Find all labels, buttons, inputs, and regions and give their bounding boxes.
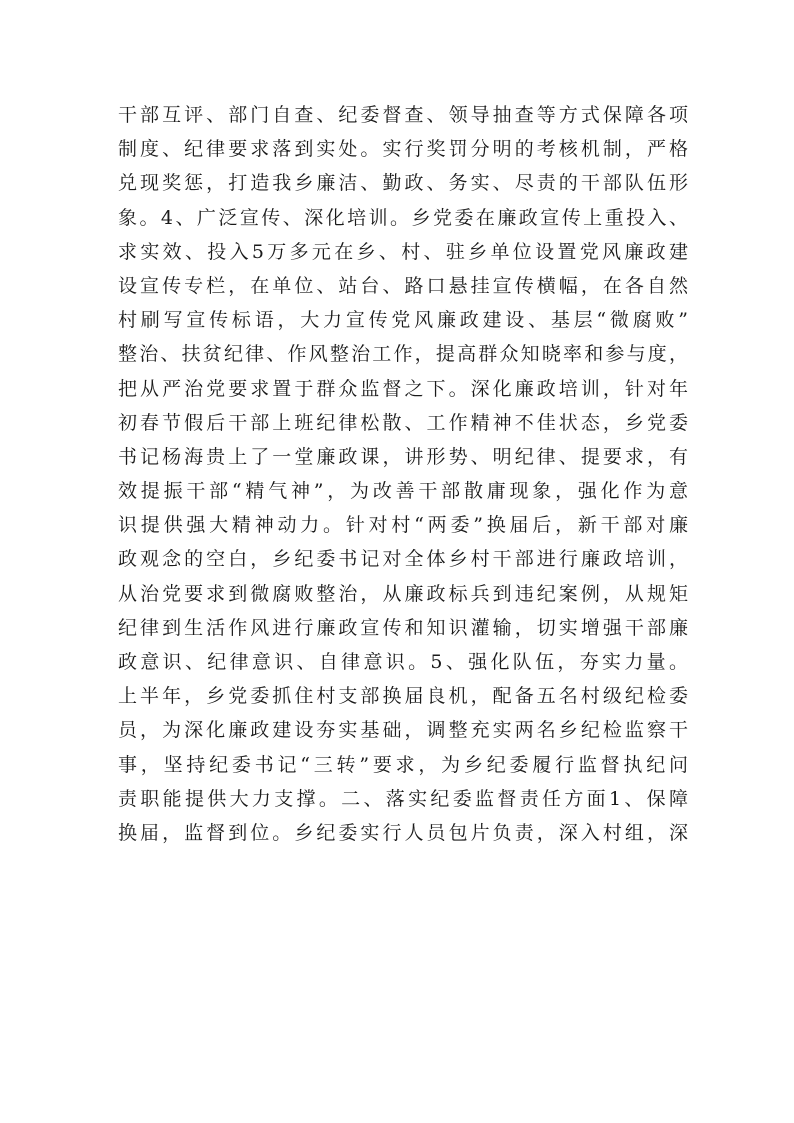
text-line: 纪律到生活作风进行廉政宣传和知识灌输，切实增强干部廉 <box>118 616 688 639</box>
text-line: 求实效、投入5万多元在乡、村、驻乡单位设置党风廉政建 <box>118 240 688 263</box>
text-line: 象。4、广泛宣传、深化培训。乡党委在廉政宣传上重投入、 <box>118 206 688 229</box>
text-line: 责职能提供大力支撑。二、落实纪委监督责任方面1、保障 <box>118 787 688 810</box>
text-line: 书记杨海贵上了一堂廉政课，讲形势、明纪律、提要求，有 <box>118 445 688 468</box>
text-line: 从治党要求到微腐败整治，从廉政标兵到违纪案例，从规矩 <box>118 582 688 605</box>
text-line: 兑现奖惩，打造我乡廉洁、勤政、务实、尽责的干部队伍形 <box>118 172 688 195</box>
text-line: 设宣传专栏，在单位、站台、路口悬挂宣传横幅，在各自然 <box>118 274 688 297</box>
text-line: 识提供强大精神动力。针对村“两委”换届后，新干部对廉 <box>118 514 688 537</box>
text-line: 村刷写宣传标语，大力宣传党风廉政建设、基层“微腐败” <box>118 309 688 332</box>
text-line: 政观念的空白，乡纪委书记对全体乡村干部进行廉政培训， <box>118 548 688 571</box>
text-line: 效提振干部“精气神”，为改善干部散庸现象，强化作为意 <box>118 480 688 503</box>
text-line: 把从严治党要求置于群众监督之下。深化廉政培训，针对年 <box>118 377 688 400</box>
text-line: 干部互评、部门自查、纪委督查、领导抽查等方式保障各项 <box>118 104 688 126</box>
body-text <box>118 98 688 850</box>
text-line: 上半年，乡党委抓住村支部换届良机，配备五名村级纪检委 <box>118 685 688 708</box>
text-line: 整治、扶贫纪律、作风整治工作，提高群众知晓率和参与度， <box>118 343 688 366</box>
text-line: 初春节假后干部上班纪律松散、工作精神不佳状态，乡党委 <box>118 411 688 434</box>
text-line: 政意识、纪律意识、自律意识。5、强化队伍，夯实力量。 <box>118 651 688 673</box>
text-line: 事，坚持纪委书记“三转”要求，为乡纪委履行监督执纪问 <box>118 753 688 776</box>
text-line: 制度、纪律要求落到实处。实行奖罚分明的考核机制，严格 <box>118 138 688 161</box>
text-line: 员，为深化廉政建设夯实基础，调整充实两名乡纪检监察干 <box>118 719 688 742</box>
text-line: 换届，监督到位。乡纪委实行人员包片负责，深入村组，深 <box>118 821 688 844</box>
